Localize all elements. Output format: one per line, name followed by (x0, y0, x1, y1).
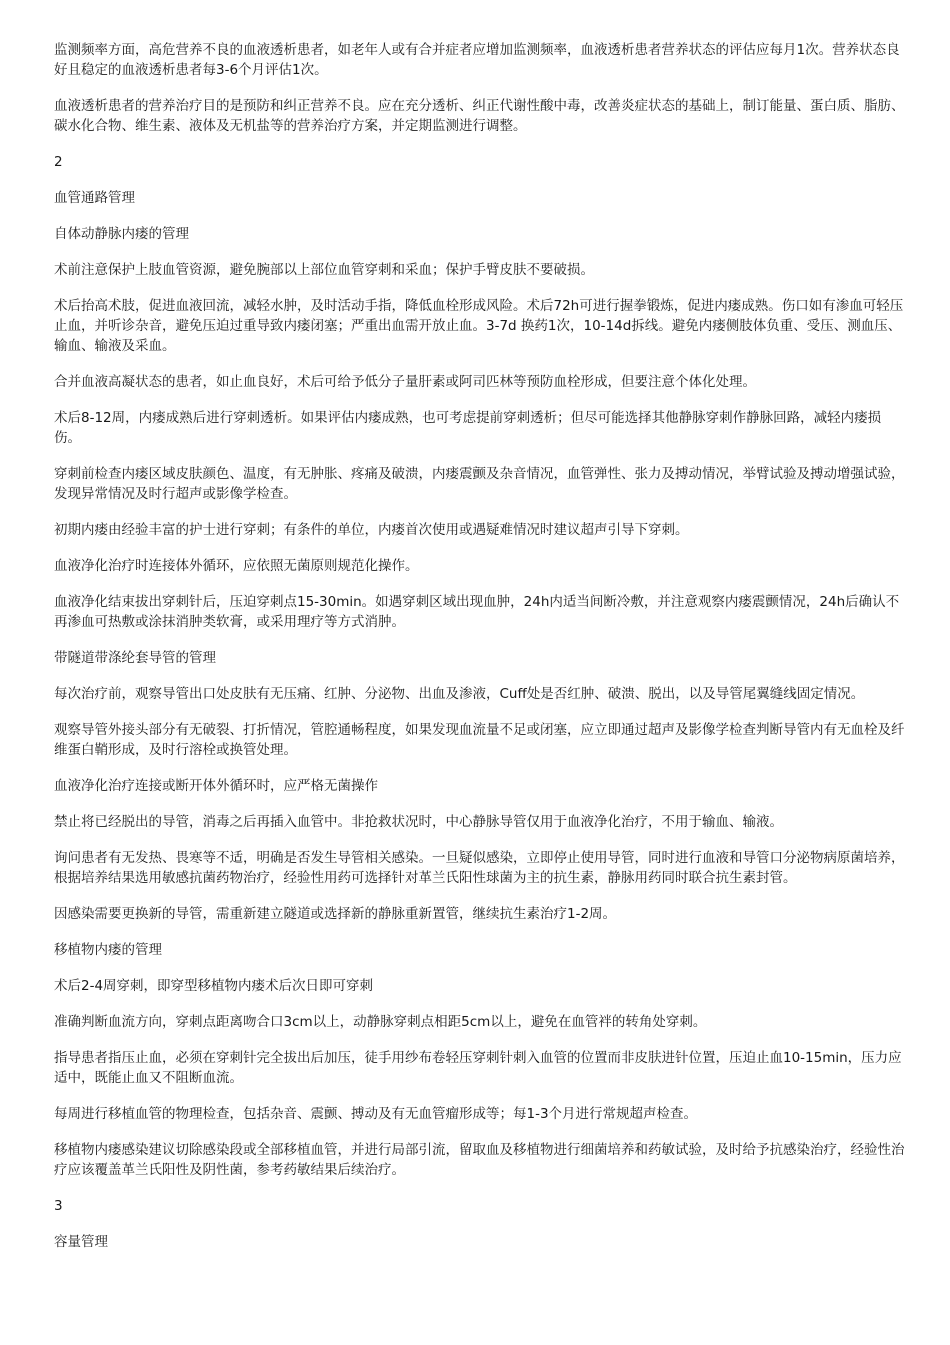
section-heading-volume-management: 容量管理 (54, 1234, 108, 1250)
paragraph: 初期内瘘由经验丰富的护士进行穿刺；有条件的单位，内瘘首次使用或遇疑难情况时建议超声引导下穿刺。 (54, 522, 689, 538)
paragraph: 每周进行移植血管的物理检查，包括杂音、震颤、搏动及有无血管瘤形成等；每1-3个月进行常规超声检查。 (54, 1106, 698, 1122)
paragraph: 术后2-4周穿刺，即穿型移植物内瘘术后次日即可穿刺 (54, 978, 374, 994)
paragraph: 每次治疗前，观察导管出口处皮肤有无压痛、红肿、分泌物、出血及渗液，Cuff处是否红肿、破溃、脱出，以及导管尾翼缝线固定情况。 (54, 686, 865, 702)
paragraph-nutrition-goal: 血液透析患者的营养治疗目的是预防和纠正营养不良。应在充分透析、纠正代谢性酸中毒，改善炎症状态的基础上，制订能量、蛋白质、脂肪、碳水化合物、维生素、液体及无机盐等的营养治疗方案，并定期监测进行调整。 (54, 98, 905, 134)
paragraph: 移植物内瘘感染建议切除感染段或全部移植血管，并进行局部引流，留取血及移植物进行细菌培养和药敏试验，及时给予抗感染治疗，经验性治疗应该覆盖革兰氏阳性及阴性菌，参考药敏结果后续治疗。 (54, 1142, 905, 1178)
subheading-avf: 自体动静脉内瘘的管理 (54, 226, 189, 242)
paragraph: 血液净化结束拔出穿刺针后，压迫穿刺点15-30min。如遇穿刺区域出现血肿，24h内适当间断冷敷，并注意观察内瘘震颤情况，24h后确认不再渗血可热敷或涂抹消肿类软膏，或采用理疗等方式消肿。 (54, 594, 900, 630)
section-heading-vascular-access: 血管通路管理 (54, 190, 135, 206)
paragraph: 穿刺前检查内瘘区域皮肤颜色、温度，有无肿胀、疼痛及破溃，内瘘震颤及杂音情况，血管弹性、张力及搏动情况，举臂试验及搏动增强试验，发现异常情况及时行超声或影像学检查。 (54, 466, 905, 502)
subheading-graft: 移植物内瘘的管理 (54, 942, 162, 958)
paragraph: 观察导管外接头部分有无破裂、打折情况，管腔通畅程度，如果发现血流量不足或闭塞，应立即通过超声及影像学检查判断导管内有无血栓及纤维蛋白鞘形成，及时行溶栓或换管处理。 (54, 722, 905, 758)
paragraph-monitoring-frequency: 监测频率方面，高危营养不良的血液透析患者，如老年人或有合并症者应增加监测频率，血液透析患者营养状态的评估应每月1次。营养状态良好且稳定的血液透析患者每3-6个月评估1次。 (54, 42, 900, 78)
paragraph: 询问患者有无发热、畏寒等不适，明确是否发生导管相关感染。一旦疑似感染，立即停止使用导管，同时进行血液和导管口分泌物病原菌培养，根据培养结果选用敏感抗菌药物治疗，经验性用药可选择针对革兰氏阳性球菌为主的抗生素，静脉用药同时联合抗生素封管。 (54, 850, 905, 886)
document-body (54, 40, 906, 1268)
paragraph: 因感染需要更换新的导管，需重新建立隧道或选择新的静脉重新置管，继续抗生素治疗1-2周。 (54, 906, 617, 922)
subheading-tunneled-catheter: 带隧道带涤纶套导管的管理 (54, 650, 216, 666)
paragraph: 合并血液高凝状态的患者，如止血良好，术后可给予低分子量肝素或阿司匹林等预防血栓形成，但要注意个体化处理。 (54, 374, 756, 390)
paragraph: 准确判断血流方向，穿刺点距离吻合口3cm以上，动静脉穿刺点相距5cm以上，避免在血管袢的转角处穿刺。 (54, 1014, 707, 1030)
paragraph: 禁止将已经脱出的导管，消毒之后再插入血管中。非抢救状况时，中心静脉导管仅用于血液净化治疗，不用于输血、输液。 (54, 814, 783, 830)
section-number: 2 (54, 154, 63, 170)
paragraph: 术后抬高术肢，促进血液回流，减轻水肿，及时活动手指，降低血栓形成风险。术后72h可进行握拳锻炼，促进内瘘成熟。伤口如有渗血可轻压止血，并听诊杂音，避免压迫过重导致内瘘闭塞；严重出血需开放止血。3-7d 换药1次，10-14d拆线。避免内瘘侧肢体负重、受压、测血压、输血、输液及采血。 (54, 298, 904, 354)
paragraph: 指导患者指压止血，必须在穿刺针完全拔出后加压，徒手用纱布卷轻压穿刺针刺入血管的位置而非皮肤进针位置，压迫止血10-15min，压力应适中，既能止血又不阻断血流。 (54, 1050, 902, 1086)
section-number: 3 (54, 1198, 63, 1214)
paragraph: 术后8-12周，内瘘成熟后进行穿刺透析。如果评估内瘘成熟，也可考虑提前穿刺透析；但尽可能选择其他静脉穿刺作静脉回路，减轻内瘘损伤。 (54, 410, 882, 446)
paragraph: 术前注意保护上肢血管资源，避免腕部以上部位血管穿刺和采血；保护手臂皮肤不要破损。 (54, 262, 594, 278)
paragraph: 血液净化治疗连接或断开体外循环时，应严格无菌操作 (54, 778, 378, 794)
paragraph: 血液净化治疗时连接体外循环，应依照无菌原则规范化操作。 (54, 558, 419, 574)
